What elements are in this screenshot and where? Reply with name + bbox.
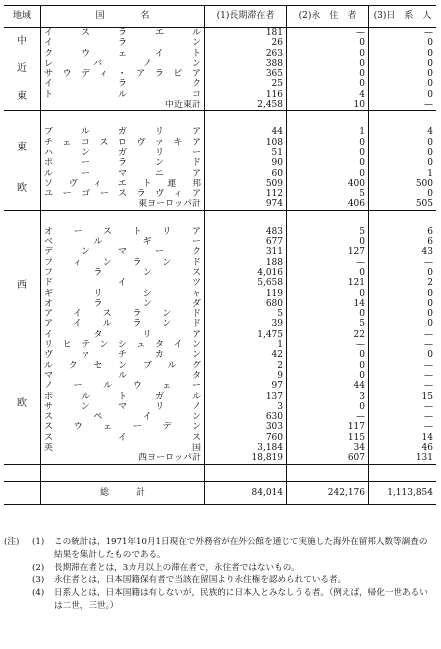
country-cell [41,412,205,422]
long-stay-cell: 26 [205,38,287,48]
total-nikkei: 1,113,854 [369,481,437,504]
nikkei-cell: 0 [427,350,433,361]
table-row [4,38,436,48]
nikkei-cell: 6 [427,237,433,248]
nikkei-cell: — [424,340,433,351]
table-row [4,443,436,453]
table-row [4,392,436,402]
long-stay-cell: 630 [205,412,287,422]
long-stay-cell: 1 [205,340,287,350]
nikkei-cell: 15 [421,391,433,402]
country-name: サウディ・アラビア [44,69,201,80]
permanent-cell: — [287,258,369,268]
country-name: フィンランド [44,257,201,268]
country-cell [41,402,205,412]
header-long-stay: (1)長期滞在者 [205,6,287,28]
permanent-cell: 406 [287,199,369,210]
country-cell [41,100,205,111]
country-name: スイス [44,432,201,443]
table-row [4,402,436,412]
country-name: 中近東計 [164,100,201,111]
table-row [4,299,436,309]
permanent-cell: 0 [287,361,369,371]
permanent-cell: 0 [287,371,369,381]
long-stay-cell: 311 [205,247,287,257]
nikkei-cell: 46 [421,443,433,454]
nikkei-cell: 2 [427,278,433,289]
nikkei-cell: — [424,412,433,423]
long-stay-cell: 303 [205,422,287,432]
country-cell [41,199,205,210]
long-stay-cell: 2,458 [205,100,287,111]
nikkei-cell: — [424,329,433,340]
footnote-text: 日系人とは，日本国籍は有しないが，民族的に日本人とみなしうる者。（例えば，帰化一世あるいは二世，三世。） [54,588,428,611]
nikkei-cell: 0 [427,319,433,330]
permanent-cell: 0 [287,402,369,412]
nikkei-cell: 0 [427,69,433,80]
permanent-cell: 4 [287,90,369,100]
long-stay-cell: 137 [205,392,287,402]
table-row [4,158,436,168]
nikkei-cell: — [424,381,433,392]
table-row [4,340,436,350]
nikkei-cell: 0 [427,267,433,278]
table-row [4,247,436,257]
table-row [4,90,436,100]
nikkei-cell: — [424,422,433,433]
table-row [4,422,436,432]
permanent-cell: 0 [287,148,369,158]
nikkei-cell: 500 [415,178,433,189]
country-cell [41,392,205,402]
country-name: オランダ [44,298,201,309]
region-label: 東 [17,141,27,153]
footnote-number: (1) [32,537,45,547]
long-stay-cell: 760 [205,433,287,443]
permanent-cell: 0 [287,138,369,148]
country-cell [41,361,205,371]
country-cell [41,278,205,288]
permanent-cell: 607 [287,453,369,464]
permanent-cell: 0 [287,289,369,299]
nikkei-cell: 1 [427,168,433,179]
table-row [4,278,436,288]
total-long-stay: 84,014 [205,481,287,504]
footnote-text: 長期滞在者とは，3カ月以上の滞在者で，永住者ではないもの。 [54,562,300,573]
long-stay-cell: 188 [205,258,287,268]
header-nikkei: (3)日 系 人 [369,6,437,28]
long-stay-cell: 42 [205,350,287,360]
country-name: ルーマニア [44,168,201,179]
permanent-cell: 127 [287,247,369,257]
country-name: ポルトガル [44,391,201,402]
footnotes [4,536,434,613]
country-name: ドイツ [44,278,201,289]
country-name: 西ヨーロッパ計 [138,453,201,464]
country-name: ノールウェー [44,381,201,392]
table-row [4,59,436,69]
permanent-cell: 0 [287,350,369,360]
subtotal-row [4,100,436,111]
table-row [4,330,436,340]
country-cell [41,422,205,432]
country-name: マルタ [44,370,201,381]
nikkei-cell: 0 [427,158,433,169]
country-name: サンマリノ [44,401,201,412]
long-stay-cell: 4,016 [205,268,287,278]
table-row [4,433,436,443]
country-cell [41,309,205,319]
table-row [4,381,436,391]
long-stay-cell: 116 [205,90,287,100]
nikkei-cell: — [424,257,433,268]
permanent-cell: 400 [287,179,369,189]
country-name: ギリシャ [44,288,201,299]
country-cell [41,289,205,299]
table-row [4,412,436,422]
country-name: 英国 [44,443,201,454]
long-stay-cell: 1,475 [205,330,287,340]
permanent-cell: 5 [287,189,369,199]
nikkei-cell: 131 [369,453,437,464]
long-stay-cell: 51 [205,148,287,158]
long-stay-cell: 677 [205,237,287,247]
long-stay-cell: 25 [205,79,287,89]
country-name: ユーゴースラヴィア [44,189,201,200]
subtotal-row [4,453,436,464]
country-name: イラク [44,79,201,90]
total-permanent: 242,176 [287,481,369,504]
region-label: 欧 [17,398,27,410]
nikkei-cell: 0 [427,309,433,320]
header-permanent: (2)永 住 者 [287,6,369,28]
nikkei-cell: 0 [427,79,433,90]
country-name: チェコスロヴァキア [44,137,201,148]
long-stay-cell: 108 [205,138,287,148]
nikkei-cell: — [424,360,433,371]
footnote-1 [4,536,434,562]
group-spacer [4,464,436,481]
table-body [4,28,436,505]
country-cell [41,330,205,340]
table-row [4,179,436,189]
nikkei-cell: — [424,28,433,38]
table-row [4,189,436,199]
permanent-cell: 0 [287,79,369,89]
country-name: イラン [44,38,201,49]
country-cell [41,28,205,39]
long-stay-cell: 97 [205,381,287,391]
country-cell [41,381,205,391]
permanent-cell: 10 [287,100,369,111]
nikkei-cell: 0 [427,298,433,309]
region-label: 西 [17,280,27,291]
permanent-cell: 22 [287,330,369,340]
footnote-2 [4,562,434,575]
long-stay-cell: 3 [205,402,287,412]
country-cell [41,227,205,237]
permanent-cell: 5 [287,319,369,329]
permanent-cell: 3 [287,392,369,402]
country-name: クウェイト [44,48,201,59]
footnote-number: (2) [32,562,45,573]
long-stay-cell: 112 [205,189,287,199]
region-cell [4,227,41,464]
country-name: ポーランド [44,158,201,169]
country-cell [41,453,205,464]
country-name: イスラエル [44,28,201,38]
country-cell [41,433,205,443]
permanent-cell: 34 [287,443,369,453]
permanent-cell: 5 [287,227,369,237]
country-name: ベルギー [44,237,201,248]
table-row [4,289,436,299]
long-stay-cell: 60 [205,169,287,179]
long-stay-cell: 3,184 [205,443,287,453]
footnote-number: (4) [32,588,45,599]
long-stay-cell: 680 [205,299,287,309]
footnote-number: (3) [32,575,45,586]
table-row [4,361,436,371]
country-cell [41,179,205,189]
permanent-cell: 1 [287,127,369,137]
header-region: 地域 [4,6,41,28]
country-name: ルクセンブルグ [44,360,201,371]
country-name: アイスランド [44,309,201,320]
header-row [4,6,436,28]
region-label: 近 [17,63,27,75]
permanent-cell: 0 [287,268,369,278]
long-stay-cell: 5,658 [205,278,287,288]
country-cell [41,258,205,268]
country-cell [41,371,205,381]
country-name: スウェーデン [44,422,201,433]
permanent-cell: 44 [287,381,369,391]
country-name: スペイン [44,412,201,423]
footnote-text: この統計は，1971年10月1日現在で外務省が在外公館を通じて実施した海外在留邦人数等調査の結果を集計したものである。 [54,537,428,560]
permanent-cell: 0 [287,158,369,168]
nikkei-cell: 0 [427,189,433,200]
country-name: ソヴィエト連邦 [44,178,201,189]
table-row [4,371,436,381]
long-stay-cell: 388 [205,59,287,69]
region-label: 中 [17,35,27,47]
notes-lead: (注) [4,537,20,547]
footnote-4 [4,587,434,613]
permanent-cell: 121 [287,278,369,288]
table-row [4,28,436,39]
country-cell [41,189,205,199]
country-cell [41,79,205,89]
region-label: 東 [17,90,27,102]
permanent-cell: 0 [287,237,369,247]
long-stay-cell: 483 [205,227,287,237]
permanent-cell: 0 [287,49,369,59]
table-row [4,227,436,237]
permanent-cell: 117 [287,422,369,432]
nikkei-cell: 0 [427,89,433,100]
nikkei-cell: 43 [421,247,433,258]
nikkei-cell: 4 [427,127,433,138]
country-cell [41,127,205,137]
country-name: ブルガリア [44,127,201,138]
country-cell [41,169,205,179]
permanent-cell: 0 [287,59,369,69]
nikkei-cell: 0 [427,137,433,148]
long-stay-cell: 365 [205,69,287,79]
table-row [4,148,436,158]
permanent-cell: 115 [287,433,369,443]
permanent-cell: — [287,340,369,350]
country-name: 東ヨーロッパ計 [138,199,201,210]
permanent-cell: — [287,412,369,422]
table-row [4,258,436,268]
nikkei-cell: — [369,100,437,111]
table-row [4,268,436,278]
country-cell [41,158,205,168]
nikkei-cell: 0 [427,38,433,49]
long-stay-cell: 9 [205,371,287,381]
country-name: ハンガリー [44,147,201,158]
group-spacer [4,210,436,227]
subtotal-row [4,199,436,210]
country-name: トルコ [44,89,201,100]
table-row [4,319,436,329]
nikkei-cell: — [424,401,433,412]
permanent-cell: 0 [287,38,369,48]
table-row [4,49,436,59]
country-cell [41,237,205,247]
footnote-3 [4,574,434,587]
nikkei-cell: 6 [427,226,433,237]
long-stay-cell: 18,819 [205,453,287,464]
nikkei-cell: 0 [427,48,433,59]
long-stay-cell: 509 [205,179,287,189]
country-name: ヴァチカン [44,350,201,361]
permanent-cell: 0 [287,169,369,179]
long-stay-cell: 263 [205,49,287,59]
country-name: イタリア [44,329,201,340]
country-name: オーストリア [44,226,201,237]
table-row [4,309,436,319]
country-name: デンマーク [44,247,201,258]
table-row [4,350,436,360]
country-name: アイルランド [44,319,201,330]
country-name: リヒテンシュタイン [44,340,201,351]
header-country: 国 名 [41,6,205,28]
country-cell [41,38,205,48]
long-stay-cell: 119 [205,289,287,299]
long-stay-cell: 974 [205,199,287,210]
country-cell [41,268,205,278]
table-row [4,69,436,79]
table-row [4,79,436,89]
nikkei-cell: 505 [369,199,437,210]
nikkei-cell: 14 [421,432,433,443]
table-row [4,237,436,247]
country-cell [41,148,205,158]
table-row [4,127,436,137]
country-cell [41,138,205,148]
long-stay-cell: 44 [205,127,287,137]
footnote-text: 永住者とは，日本国籍保有者で当該在留国より永住権を認められている者。 [54,575,347,586]
grand-total-row [4,481,436,504]
nikkei-cell: — [424,370,433,381]
country-cell [41,443,205,453]
region-cell [4,127,41,210]
region-label: 欧 [17,183,27,195]
long-stay-cell: 39 [205,319,287,329]
country-name: レバノン [44,58,201,69]
country-cell [41,299,205,309]
nikkei-cell: 0 [427,58,433,69]
nikkei-cell: 0 [427,288,433,299]
long-stay-cell: 5 [205,309,287,319]
group-spacer [4,111,436,128]
country-cell [41,69,205,79]
overseas-residents-table [4,5,436,505]
country-cell [41,340,205,350]
country-cell [41,247,205,257]
grand-total-label: 総 計 [41,481,205,504]
long-stay-cell: 2 [205,361,287,371]
long-stay-cell: 90 [205,158,287,168]
nikkei-cell: 0 [427,147,433,158]
permanent-cell: 0 [287,309,369,319]
country-cell [41,59,205,69]
country-cell [41,350,205,360]
country-cell [41,49,205,59]
country-cell [41,90,205,100]
long-stay-cell: 181 [205,28,287,39]
table-row [4,138,436,148]
permanent-cell: — [287,28,369,39]
country-cell [41,319,205,329]
permanent-cell: 14 [287,299,369,309]
country-name: フランス [44,267,201,278]
region-cell [4,28,41,111]
permanent-cell: 0 [287,69,369,79]
table-row [4,169,436,179]
